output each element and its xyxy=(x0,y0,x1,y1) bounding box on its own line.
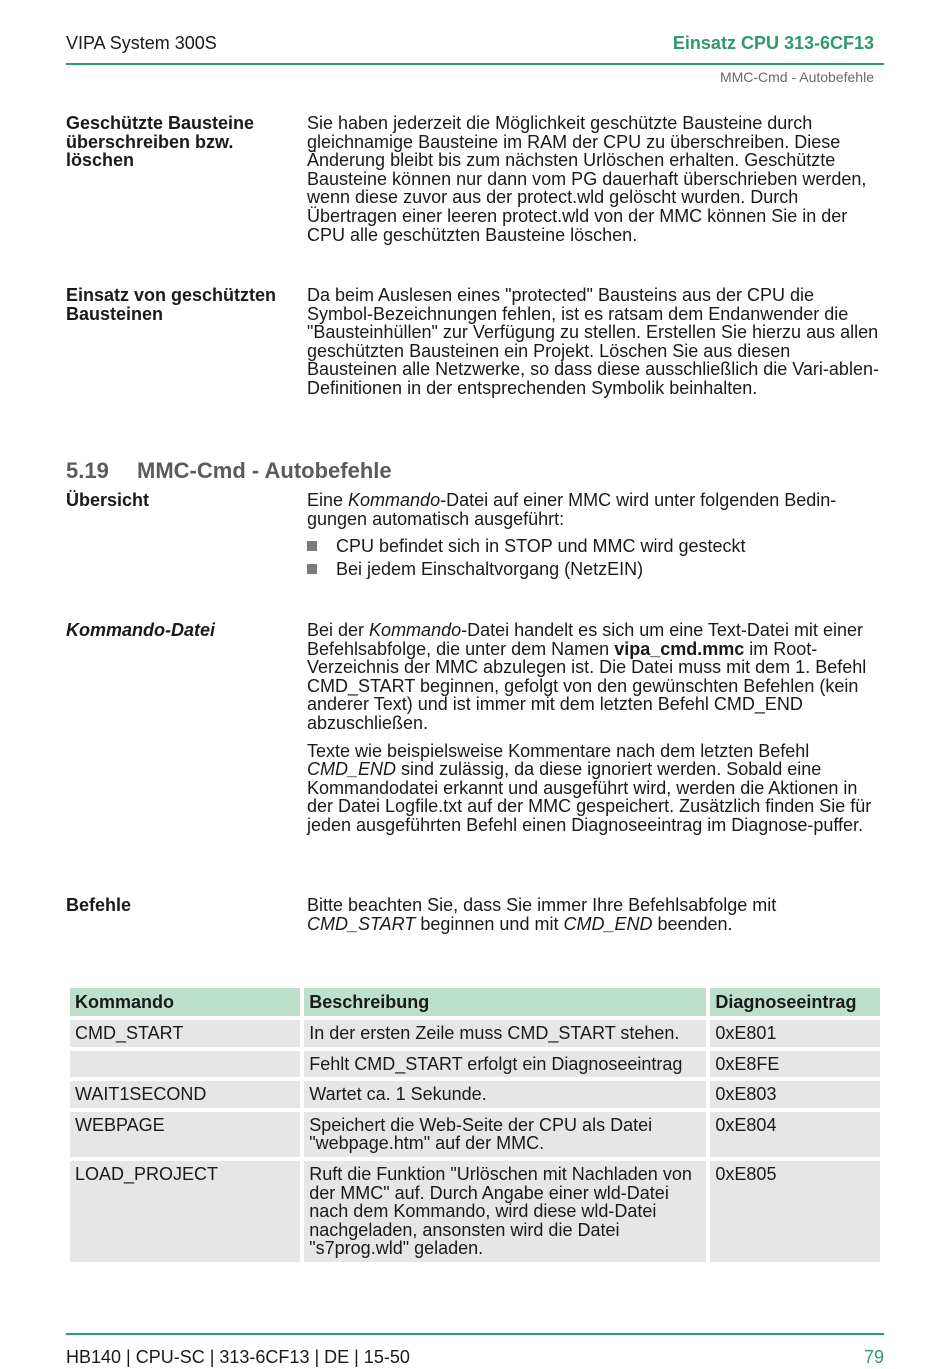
section-heading xyxy=(66,458,392,484)
cell-diagnostic: 0xE803 xyxy=(710,1081,880,1108)
text-run: beginnen und mit xyxy=(415,913,564,934)
cell-command: CMD_START xyxy=(70,1020,300,1047)
block-label: Übersicht xyxy=(66,490,150,510)
list-item xyxy=(307,560,884,579)
block-label: Geschützte Bausteine überschreiben bzw. löschen xyxy=(66,113,255,171)
cell-command: LOAD_PROJECT xyxy=(70,1161,300,1262)
list-item-text: Bei jedem Einschaltvorgang (NetzEIN) xyxy=(336,559,644,580)
text-run-italic: Kommando xyxy=(348,490,441,510)
cell-command xyxy=(70,1051,300,1078)
cell-command: WAIT1SECOND xyxy=(70,1081,300,1108)
square-bullet-icon xyxy=(307,541,317,551)
text-run-italic: CMD_END xyxy=(307,759,397,780)
paragraph xyxy=(307,491,884,528)
text-run-italic: CMD_START xyxy=(307,913,416,934)
table-row xyxy=(70,1112,880,1157)
text-run-bold: vipa_cmd.mmc xyxy=(614,638,745,659)
block-text xyxy=(307,491,884,583)
text-run: sind zulässig, da diese ignoriert werden. Sobald eine Kommandodatei erkannt und ausgeführt wird, werden die Aktionen in der Datei Logfile.txt auf der MMC gespeichert. Zusätzlich finden Sie für jeden ausgeführten Befehl einen Diagnoseeintrag im Diagnose-puffer. xyxy=(307,759,872,835)
table-row xyxy=(70,1081,880,1108)
footer-document-id: HB140 | CPU-SC | 313-6CF13 | DE | 15-50 xyxy=(66,1347,410,1367)
header-product: VIPA System 300S xyxy=(66,33,217,53)
paragraph xyxy=(307,742,884,835)
cell-description: Speichert die Web-Seite der CPU als Datei "webpage.htm" auf der MMC. xyxy=(304,1112,706,1157)
text-run: beenden. xyxy=(652,913,733,934)
footer-divider xyxy=(66,1333,884,1335)
text-run: Bitte beachten Sie, dass Sie immer Ihre Befehlsabfolge mit xyxy=(307,895,777,915)
cell-command: WEBPAGE xyxy=(70,1112,300,1157)
cell-diagnostic: 0xE8FE xyxy=(710,1051,880,1078)
block-text xyxy=(307,896,884,942)
block-label: Kommando-Datei xyxy=(66,620,216,640)
column-header-command: Kommando xyxy=(70,988,300,1016)
table-header-row xyxy=(70,988,880,1016)
section-title: MMC-Cmd - Autobefehle xyxy=(137,458,392,483)
text-run-italic: Kommando xyxy=(369,620,462,640)
paragraph xyxy=(307,621,884,733)
header-divider xyxy=(66,63,884,65)
block-text xyxy=(307,621,884,844)
paragraph xyxy=(307,896,884,933)
header-subsection: MMC-Cmd - Autobefehle xyxy=(719,69,874,85)
table-row xyxy=(70,1020,880,1047)
block-label: Einsatz von geschützten Bausteinen xyxy=(66,285,277,324)
cell-diagnostic: 0xE801 xyxy=(710,1020,880,1047)
table-row xyxy=(70,1051,880,1078)
text-run: -Datei auf einer MMC wird unter folgenden Bedin-gungen automatisch ausgeführt: xyxy=(307,490,837,529)
text-run: Bei der xyxy=(307,620,370,640)
command-table xyxy=(66,984,884,1266)
paragraph: Sie haben jederzeit die Möglichkeit geschützte Bausteine durch gleichnamige Bausteine im RAM der CPU zu überschreiben. Diese Änderung bleibt bis zum nächsten Urlöschen erhalten. Geschützte Bausteine können nur dann vom PG dauerhaft überschrieben werden, wenn diese zuvor aus der protect.wld gelöscht wurden. Durch Übertragen einer leeren protect.wld von der MMC können Sie in der CPU alle geschützten Bausteine löschen. xyxy=(307,113,867,245)
cell-diagnostic: 0xE804 xyxy=(710,1112,880,1157)
cell-description: Wartet ca. 1 Sekunde. xyxy=(304,1081,706,1108)
bullet-list xyxy=(307,537,884,579)
text-run: im Root-Verzeichnis der MMC abzulegen ist. Die Datei muss mit dem 1. Befehl CMD_START beginnen, gefolgt von den gewünschten Befehlen (kein anderer Text) und ist immer mit dem letzten Befehl CMD_END abzuschließen. xyxy=(307,638,867,733)
paragraph: Da beim Auslesen eines "protected" Bausteins aus der CPU die Symbol-Bezeichnungen fehlen, ist es ratsam dem Endanwender die "Bausteinhüllen" zur Verfügung zu stellen. Erstellen Sie hierzu aus allen geschützten Bausteinen ein Projekt. Löschen Sie aus diesen Bausteinen alle Netzwerke, so dass diese ausschließlich die Vari-ablen-Definitionen in der entsprechenden Symbolik beinhalten. xyxy=(307,285,879,398)
text-run: Texte wie beispielsweise Kommentare nach dem letzten Befehl xyxy=(307,740,810,761)
list-item xyxy=(307,537,884,556)
list-item-text: CPU befindet sich in STOP und MMC wird gesteckt xyxy=(336,536,746,557)
table-row xyxy=(70,1161,880,1262)
footer-page-number: 79 xyxy=(863,1347,884,1367)
column-header-description: Beschreibung xyxy=(304,988,706,1016)
cell-description: Ruft die Funktion "Urlöschen mit Nachladen von der MMC" auf. Durch Angabe einer wld-Datei nach dem Kommando, wird diese wld-Datei nachgeladen, ansonsten wird die Datei "s7prog.wld" geladen. xyxy=(304,1161,706,1262)
header-chapter-title: Einsatz CPU 313-6CF13 xyxy=(672,33,874,53)
cell-description: In der ersten Zeile muss CMD_START stehen. xyxy=(304,1020,706,1047)
text-run-italic: CMD_END xyxy=(563,913,653,934)
cell-diagnostic: 0xE805 xyxy=(710,1161,880,1262)
block-text xyxy=(307,286,884,407)
section-number: 5.19 xyxy=(66,458,109,483)
cell-description: Fehlt CMD_START erfolgt ein Diagnoseeintrag xyxy=(304,1051,706,1078)
block-label: Befehle xyxy=(66,895,132,915)
text-run: -Datei handelt es sich um eine Text-Datei mit einer Befehlsabfolge, die unter dem Namen xyxy=(307,620,863,659)
square-bullet-icon xyxy=(307,564,317,574)
column-header-diagnostic: Diagnoseeintrag xyxy=(710,988,880,1016)
block-text xyxy=(307,114,884,253)
text-run: Eine xyxy=(307,490,349,510)
